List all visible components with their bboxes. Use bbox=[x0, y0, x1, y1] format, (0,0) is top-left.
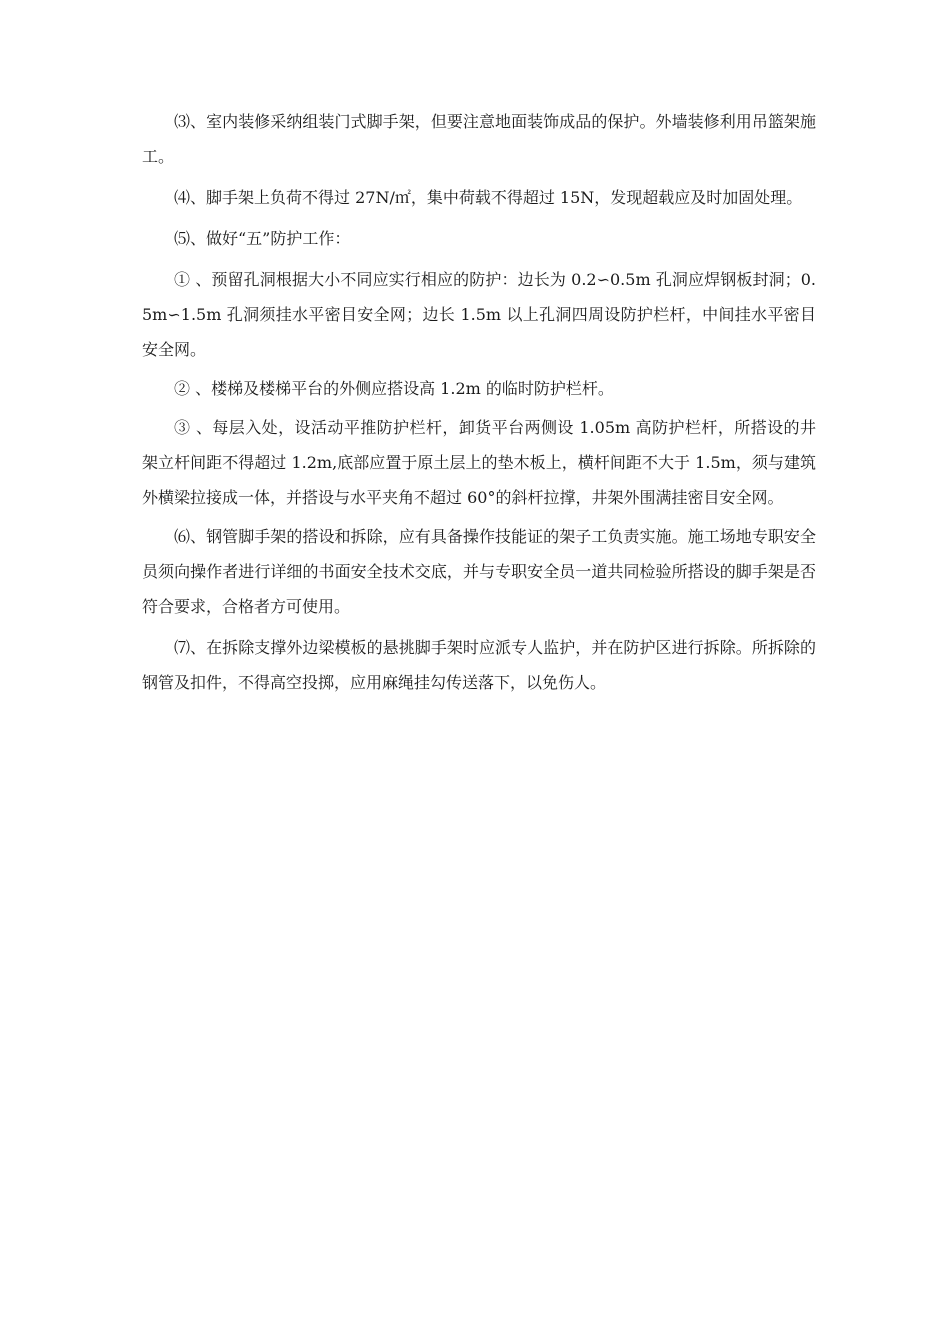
paragraph-item-4: ⑷、脚手架上负荷不得过 27N/㎡，集中荷载不得超过 15N，发现超载应及时加固处理。 bbox=[174, 188, 803, 207]
paragraph-item-6: ⑹、钢管脚手架的搭设和拆除，应有具备操作技能证的架子工负责实施。施工场地专职安全员须向操作者进行详细的书面安全技术交底，并与专职安全员一道共同检验所搭设的脚手架是否符合要求，合格者方可使用。 bbox=[142, 527, 816, 616]
paragraph-item-3: ⑶、室内装修采纳组装门式脚手架，但要注意地面装饰成品的保护。外墙装修利用吊篮架施工。 bbox=[142, 112, 816, 166]
document-body bbox=[142, 104, 816, 706]
protection-item-3: ③ 、每层入处，设活动平推防护栏杆，卸货平台两侧设 1.05m 高防护栏杆，所搭设的井架立杆间距不得超过 1.2m,底部应置于原土层上的垫木板上，横杆间距不大于 1.5m，须与建筑外横梁拉接成一体，并搭设与水平夹角不超过 60°的斜杆拉撑，井架外围满挂密目安全网。 bbox=[142, 418, 816, 507]
paragraph-item-5: ⑸、做好“五”防护工作： bbox=[174, 229, 351, 248]
paragraph-item-7: ⑺、在拆除支撑外边梁模板的悬挑脚手架时应派专人监护，并在防护区进行拆除。所拆除的钢管及扣件，不得高空投掷，应用麻绳挂勾传送落下，以免伤人。 bbox=[142, 638, 816, 692]
protection-item-2: ② 、楼梯及楼梯平台的外侧应搭设高 1.2m 的临时防护栏杆。 bbox=[174, 379, 614, 398]
protection-item-1: ① 、预留孔洞根据大小不同应实行相应的防护：边长为 0.2∽0.5m 孔洞应焊钢板封洞；0.5m∽1.5m 孔洞须挂水平密目安全网；边长 1.5m 以上孔洞四周设防护栏杆，中间挂水平密目安全网。 bbox=[142, 270, 816, 359]
